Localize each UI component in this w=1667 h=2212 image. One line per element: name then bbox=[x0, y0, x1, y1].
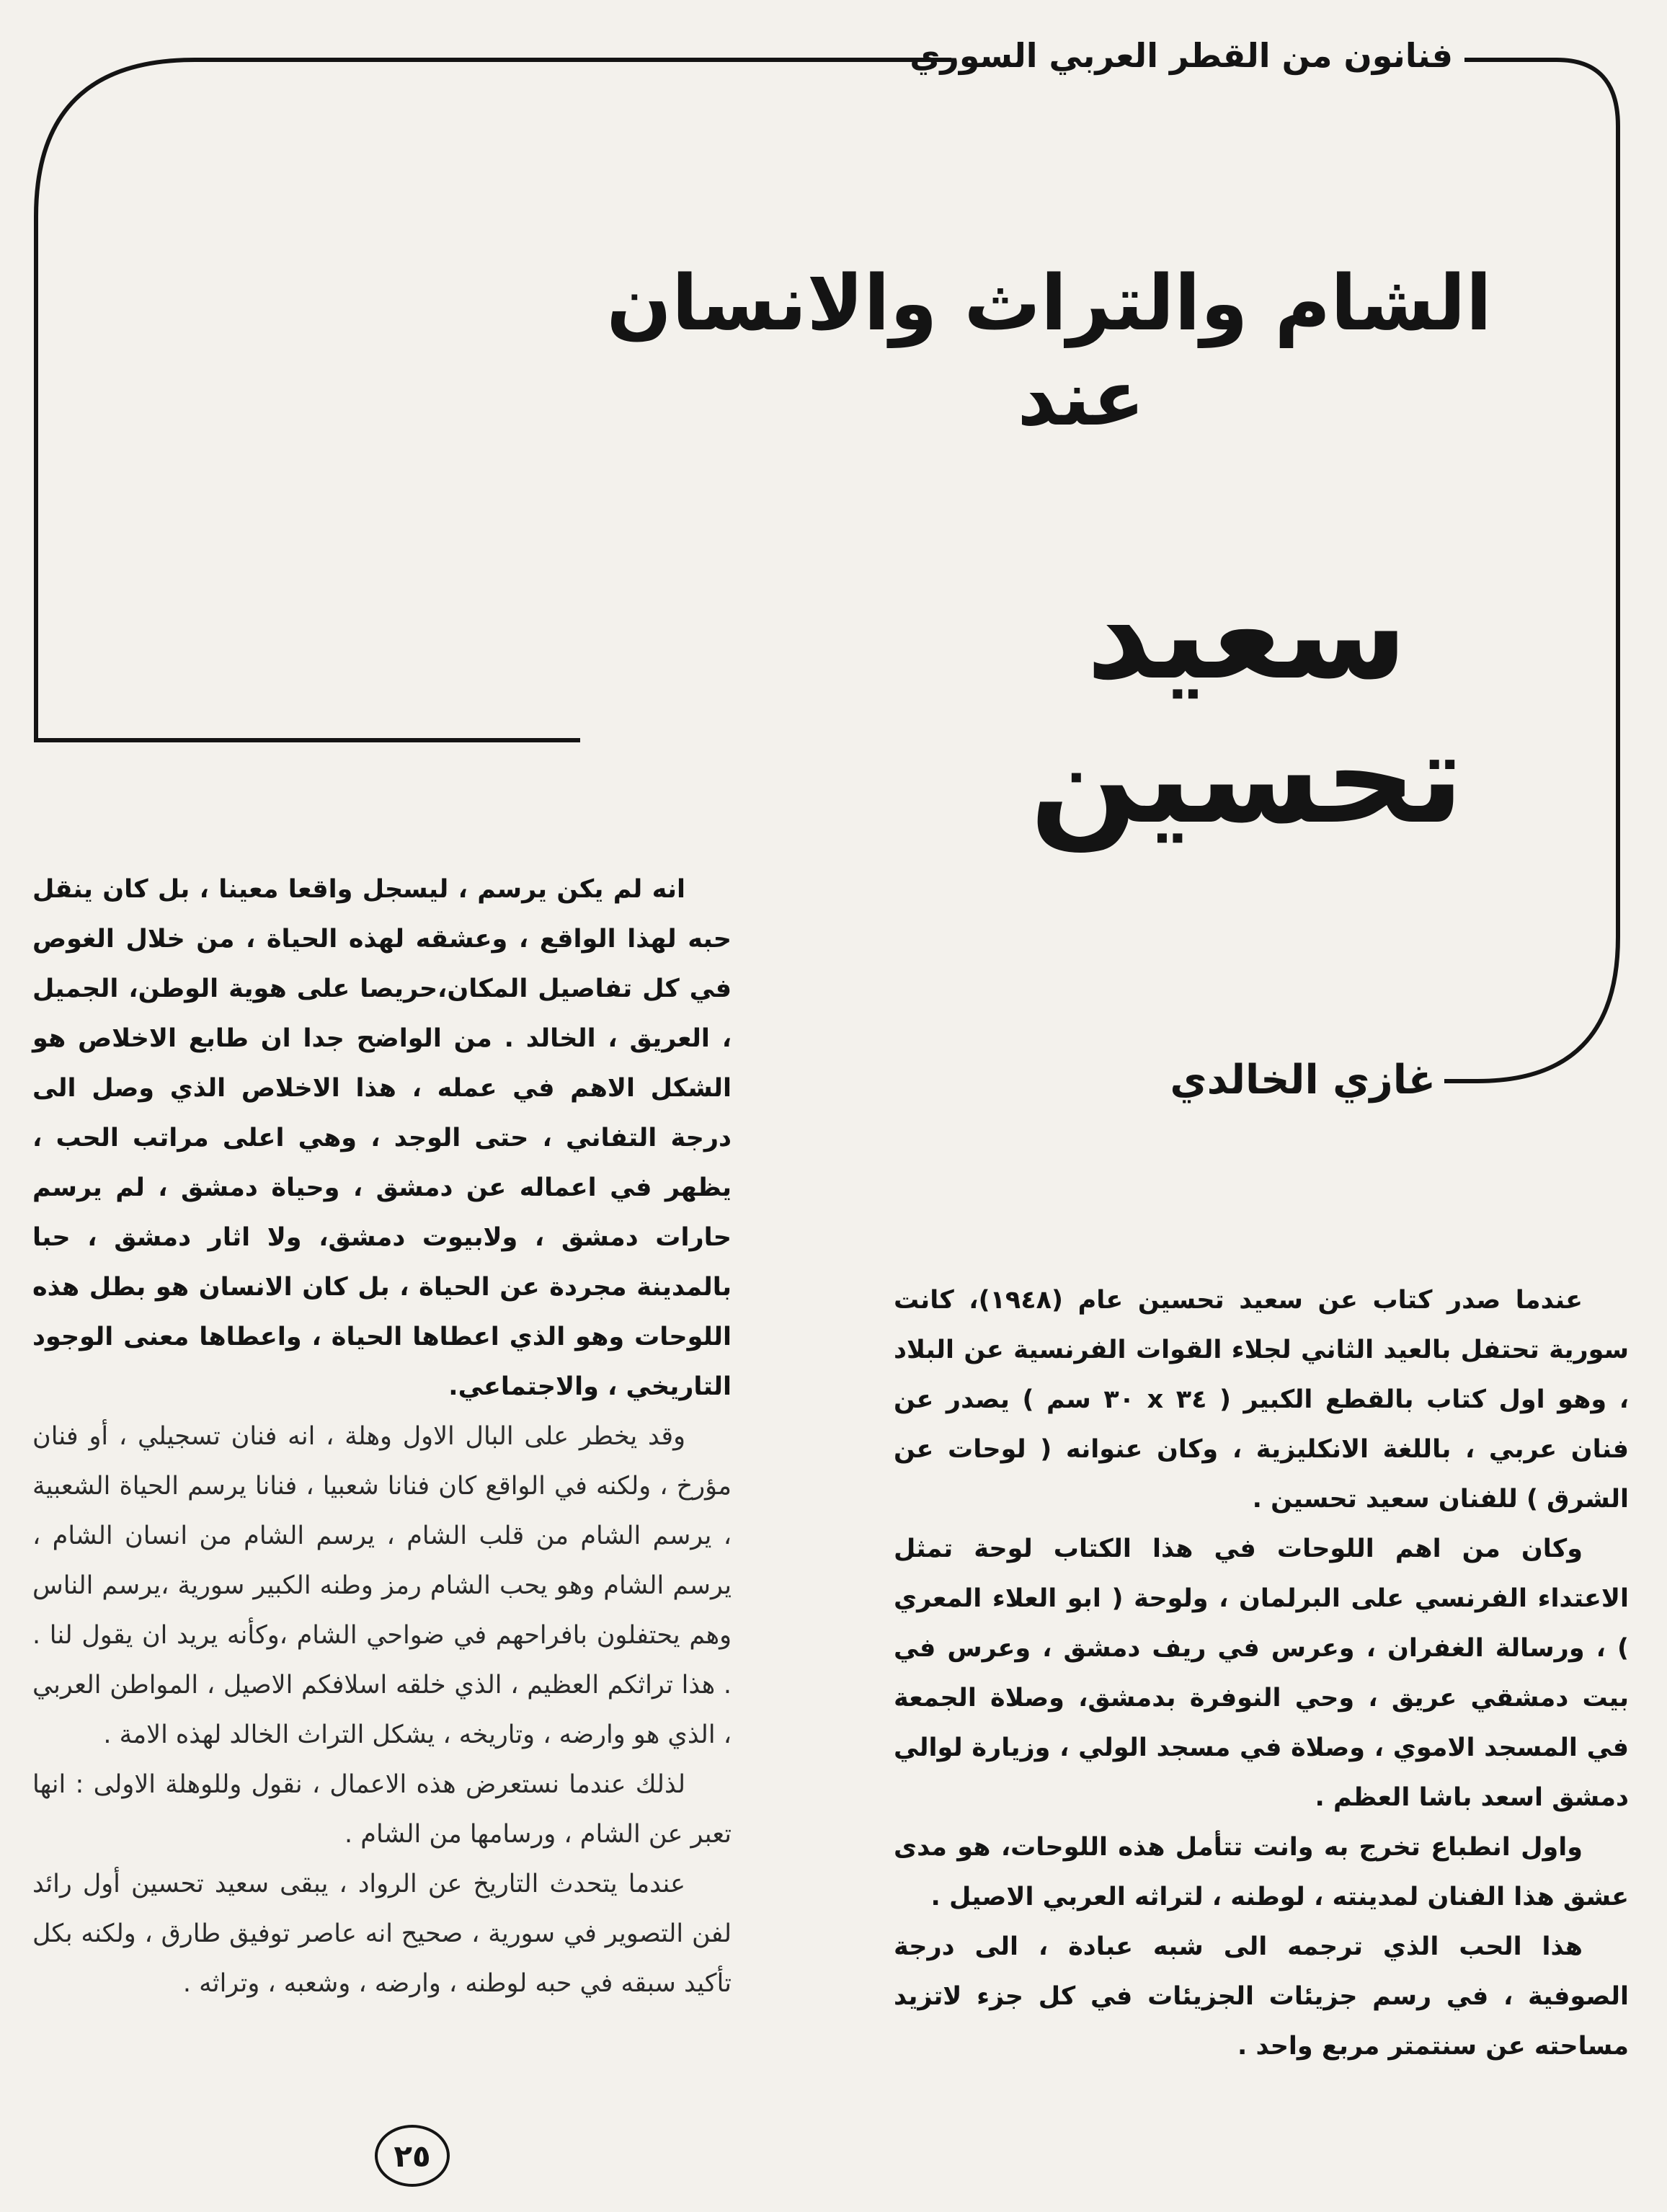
left-paragraph-1: انه لم يكن يرسم ، ليسجل واقعا معينا ، بل كان ينقل حبه لهذا الواقع ، وعشقه لهذه الحياة ، من خلال الغوص في كل تفاصيل المكان،حريصا على هوية الوطن، الجميل ، العريق ، الخالد . من الواضح جدا ان طابع الاخلاص هو الشكل الاهم في عمله ، هذا الاخلاص الذي وصل الى درجة التفاني ، حتى الوجد ، وهي اعلى مراتب الحب ، يظهر في اعماله عن دمشق ، وحياة دمشق ، لم يرسم حارات دمشق ، ولابيوت دمشق، ولا اثار دمشق ، حبا بالمدينة مجردة عن الحياة ، بل كان الانسان هو بطل هذه اللوحات وهو الذي اعطاها الحياة ، واعطاها معنى الوجود التاريخي ، والاجتماعي. bbox=[32, 875, 732, 1401]
left-paragraph-3: لذلك عندما نستعرض هذه الاعمال ، نقول وللوهلة الاولى : انها تعبر عن الشام ، ورسامها من الشام . bbox=[32, 1770, 732, 1849]
page-number: ٢٥ bbox=[375, 2125, 450, 2187]
author-byline: غازي الخالدي bbox=[1168, 1057, 1444, 1103]
artist-last-name: تحسين bbox=[1029, 704, 1464, 852]
left-paragraph-2: وقد يخطر على البال الاول وهلة ، انه فنان تسجيلي ، أو فنان مؤرخ ، ولكنه في الواقع كان فنانا شعبيا ، فنانا يرسم الحياة الشعبية ، يرسم الشام من قلب الشام ، يرسم الشام من انسان الشام ، يرسم الشام وهو يحب الشام رمز وطنه الكبير سورية ،يرسم الناس وهم يحتفلون بافراحهم في ضواحي الشام ،وكأنه يريد ان يقول لنا . . هذا تراثكم العظيم ، الذي خلقه اسلافكم الاصيل ، المواطن العربي ، الذي هو وارضه ، وتاريخه ، يشكل التراث الخالد لهذه الامة . bbox=[32, 1422, 732, 1749]
artist-first-name: سعيد bbox=[1086, 560, 1408, 708]
artist-name bbox=[995, 562, 1499, 850]
right-paragraph-1: عندما صدر كتاب عن سعيد تحسين عام (١٩٤٨)، كانت سورية تحتفل بالعيد الثاني لجلاء القوات الفرنسية عن البلاد ، وهو اول كتاب بالقطع الكبير ( ٣٤ x ٣٠ سم ) يصدر عن فنان عربي ، باللغة الانكليزية ، وكان عنوانه ( لوحات عن الشرق ) للفنان سعيد تحسين . bbox=[894, 1286, 1629, 1514]
series-title: فنانون من القطر العربي السوري bbox=[951, 36, 1464, 75]
right-paragraph-2: وكان من اهم اللوحات في هذا الكتاب لوحة تمثل الاعتداء الفرنسي على البرلمان ، ولوحة ( ابو العلاء المعري ) ، ورسالة الغفران ، وعرس في ريف دمشق ، وعرس في بيت دمشقي عريق ، وحي النوفرة بدمشق، وصلاة الجمعة في المسجد الاموي ، وصلاة في مسجد الولي ، وزيارة لوالي دمشق اسعد باشا العظم . bbox=[894, 1534, 1629, 1812]
right-column bbox=[894, 1276, 1629, 2071]
headline-line-2: عند bbox=[1017, 354, 1145, 443]
right-paragraph-4: هذا الحب الذي ترجمه الى شبه عبادة ، الى درجة الصوفية ، في رسم جزيئات الجزيئات في كل جزء لاتزيد مساحته عن سنتمتر مربع واحد . bbox=[894, 1932, 1629, 2061]
left-paragraph-4: عندما يتحدث التاريخ عن الرواد ، يبقى سعيد تحسين أول رائد لفن التصوير في سورية ، صحيح انه عاصر توفيق طارق ، ولكنه بكل تأكيد سبقه في حبه لوطنه ، وارضه ، وشعبه ، وتراثه . bbox=[32, 1870, 732, 1998]
left-column bbox=[32, 865, 732, 2009]
headline-line-1: الشام والتراث والانسان bbox=[606, 259, 1492, 347]
right-paragraph-3: واول انطباع تخرج به وانت تتأمل هذه اللوحات، هو مدى عشق هذا الفنان لمدينته ، لوطنه ، لتراثه العربي الاصيل . bbox=[894, 1833, 1629, 1911]
article-headline bbox=[606, 256, 1492, 446]
